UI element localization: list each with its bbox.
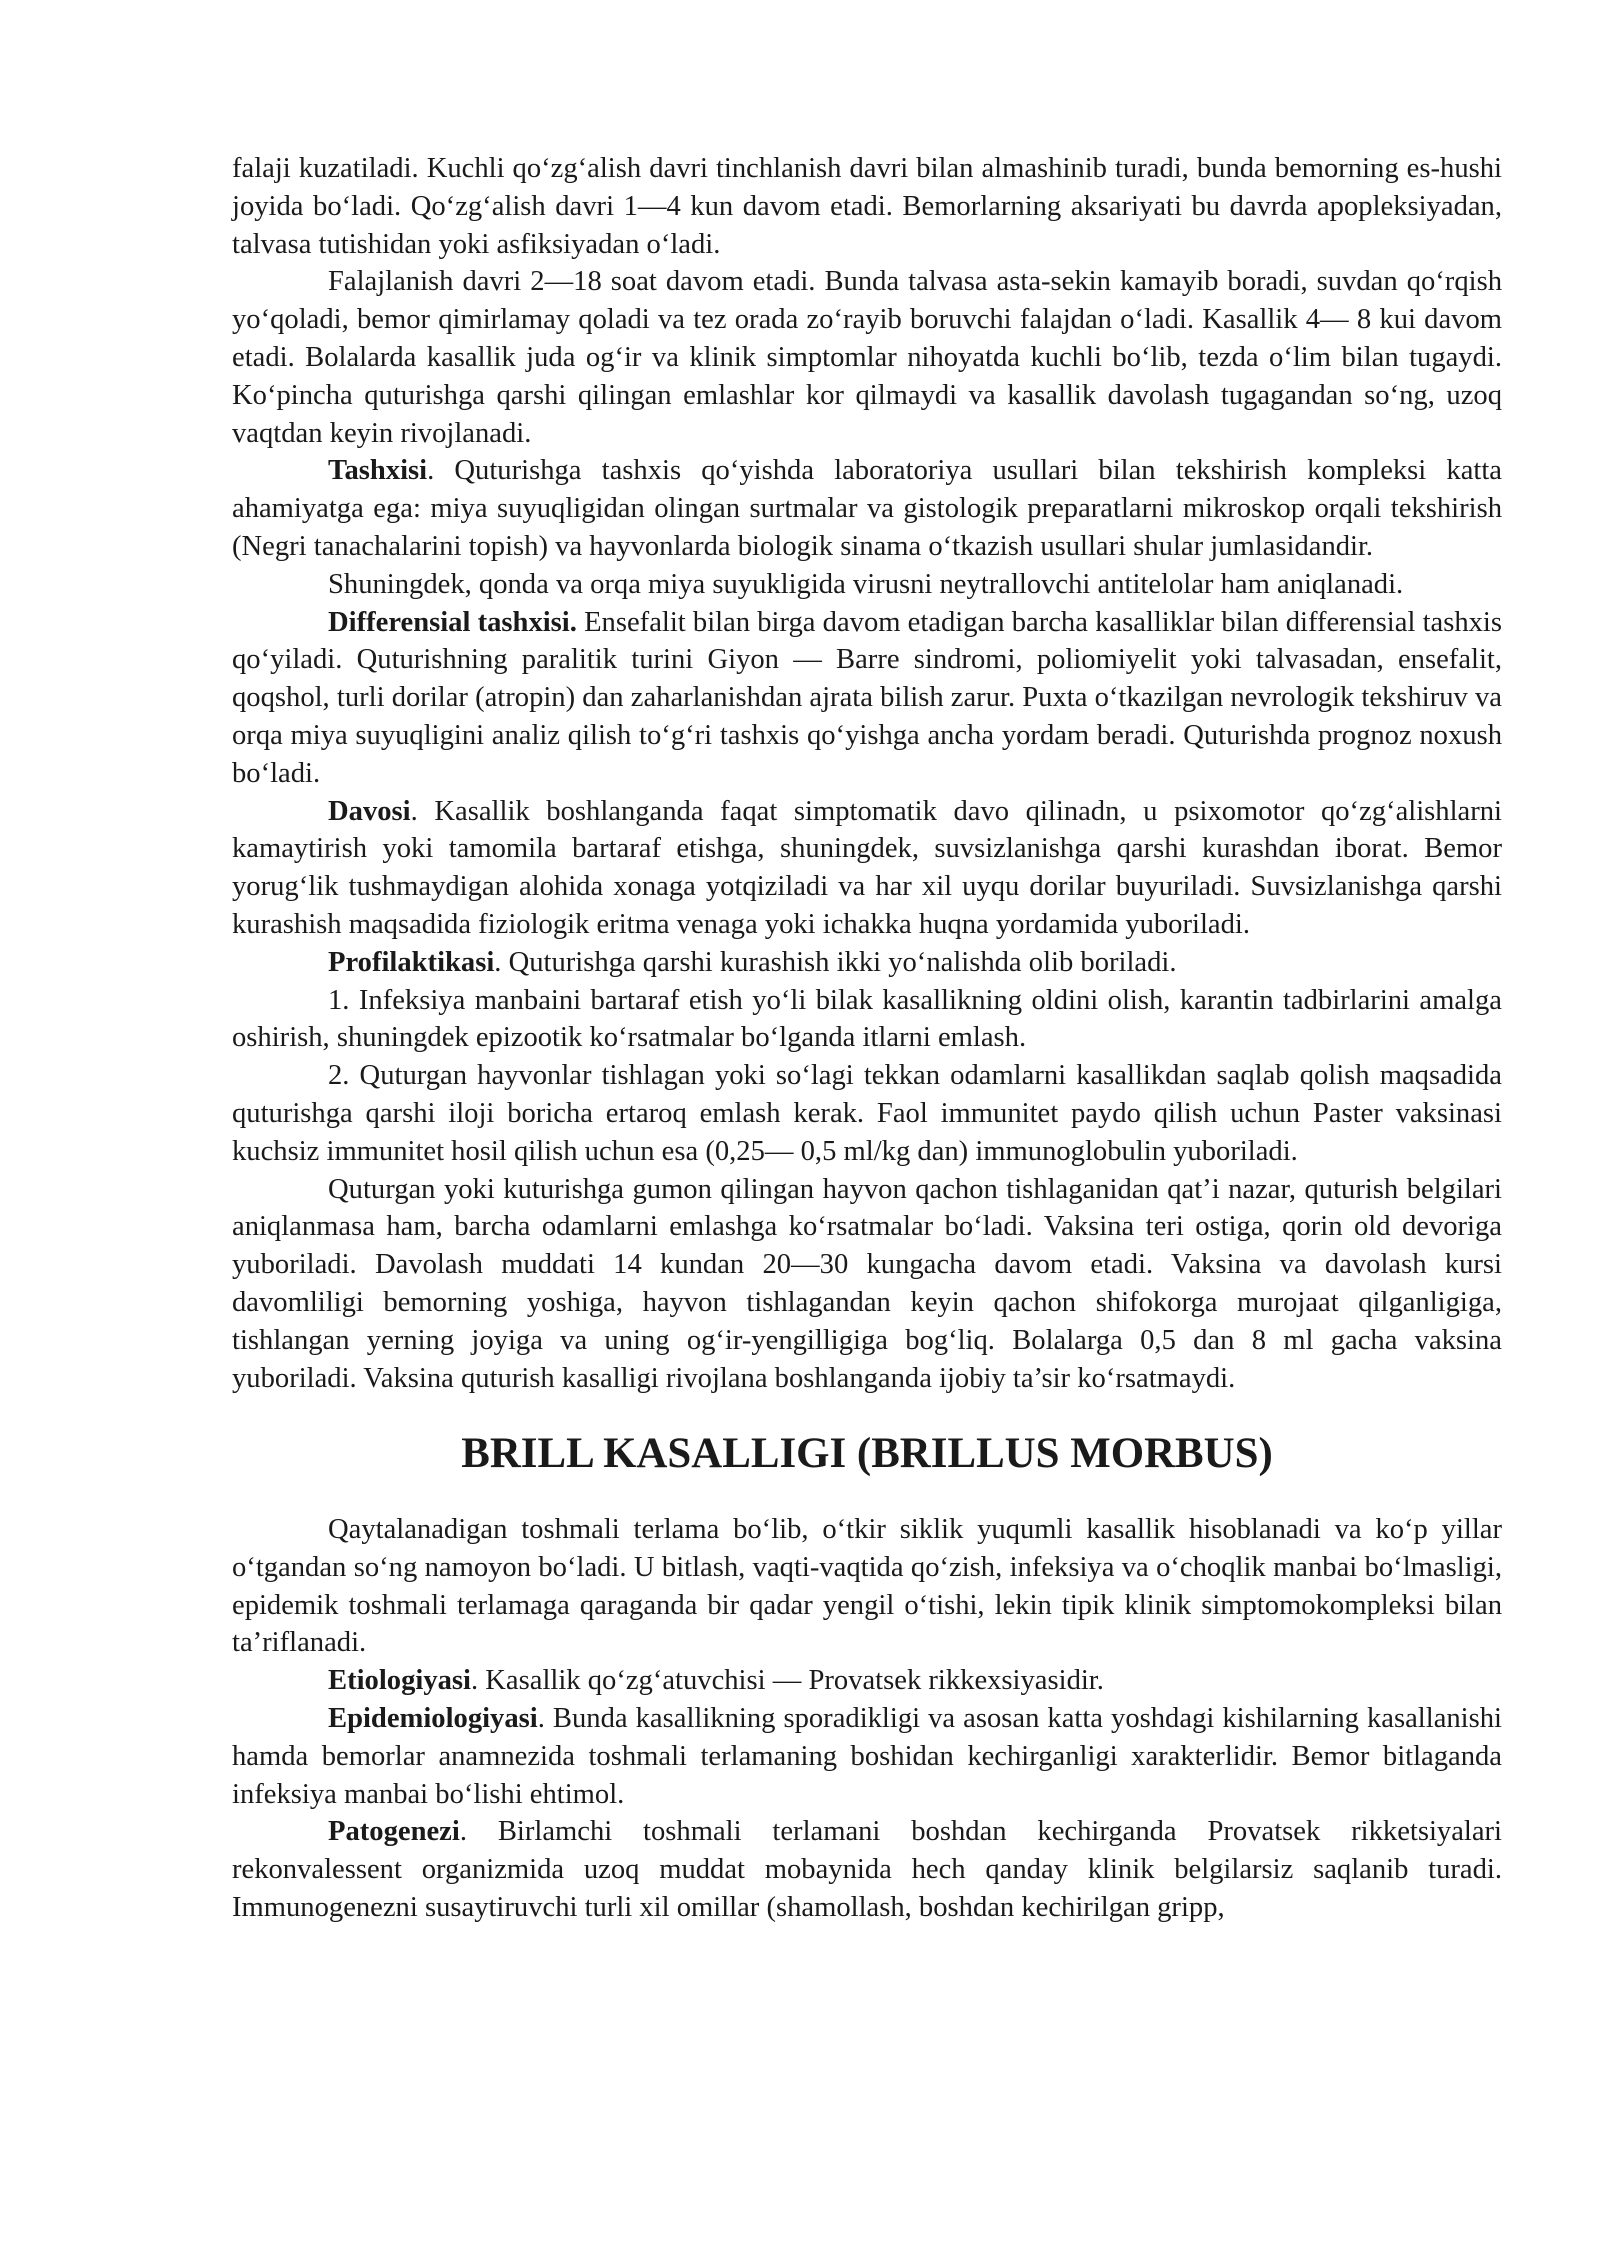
paragraph-differensial-tashxisi bbox=[232, 604, 1502, 793]
paragraph bbox=[232, 566, 1502, 604]
paragraph-lead: Epidemiologiyasi bbox=[328, 1703, 538, 1735]
paragraph-lead: Tashxisi bbox=[328, 455, 428, 487]
paragraph-text: . Quturishga qarshi kurashish ikki yo‘nalishda olib boriladi. bbox=[494, 946, 1177, 978]
paragraph-text: Falajlanish davri 2—18 soat davom etadi. Bunda talvasa asta-sekin kamayib boradi, suvdan qo‘rqish yo‘qoladi, bemor qimirlamay qoladi va tez orada zo‘rayib boruvchi falajdan o‘ladi. Kasallik 4— 8 kui davom etadi. Bolalarda kasallik juda og‘ir va klinik simptomlar nihoyatda kuchli bo‘lib, tezda o‘lim bilan tugaydi. Ko‘pincha quturishga qarshi qilingan emlashlar kor qilmaydi va kasallik davolash tugagandan so‘ng, uzoq vaqtdan keyin rivojlanadi. bbox=[232, 266, 1502, 449]
paragraph-text: Ensefalit bilan birga davom etadigan barcha kasalliklar bilan differensial tashxis qo‘yiladi. Quturishning paralitik turini Giyon — Barre sindromi, poliomiyelit yoki talvasadan, ensefalit, qoqshol, turli dorilar (atropin) dan zaharlanishdan ajrata bilish zarur. Puxta o‘tkazilgan nevrologik tekshiruv va orqa miya suyuqligini analiz qilish to‘g‘ri tashxis qo‘yishga ancha yordam beradi. Quturishda prognoz noxush bo‘ladi. bbox=[232, 606, 1502, 789]
paragraphs-top bbox=[232, 150, 1502, 1397]
section-heading: BRILL KASALLIGI (BRILLUS MORBUS) bbox=[461, 1430, 1273, 1478]
paragraph-text: Qaytalanadigan toshmali terlama bo‘lib, o‘tkir siklik yuqumli kasallik hisoblanadi va ko‘p yillar o‘tgandan so‘ng namoyon bo‘ladi. U bitlash, vaqti-vaqtida qo‘zish, infeksiya va o‘choqlik manbai bo‘lmasligi, epidemik toshmali terlamaga qaraganda bir qadar yengil o‘tishi, lekin tipik klinik simptomokompleksi bilan ta’riflanadi. bbox=[232, 1514, 1502, 1659]
document-page bbox=[232, 150, 1502, 1927]
paragraph-davosi bbox=[232, 793, 1502, 944]
paragraph-etiologiyasi bbox=[232, 1662, 1502, 1700]
paragraph-text: 1. Infeksiya manbaini bartaraf etish yo‘li bilak kasallikning oldini olish, karantin tadbirlarini amalga oshirish, shuningdek epizootik ko‘rsatmalar bo‘lganda itlarni emlash. bbox=[232, 984, 1502, 1054]
paragraph-text: 2. Quturgan hayvonlar tishlagan yoki so‘lagi tekkan odamlarni kasallikdan saqlab qolish maqsadida quturishga qarshi iloji boricha ertaroq emlash kerak. Faol immunitet paydo qilish uchun Paster vaksinasi kuchsiz immunitet hosil qilish uchun esa (0,25— 0,5 ml/kg dan) immunoglobulin yuboriladi. bbox=[232, 1060, 1502, 1167]
paragraph-text: . Kasallik qo‘zg‘atuvchisi — Provatsek rikkexsiyasidir. bbox=[470, 1665, 1104, 1697]
paragraph-text: falaji kuzatiladi. Kuchli qo‘zg‘alish davri tinchlanish davri bilan almashinib turadi, bunda bemorning es-hushi joyida bo‘ladi. Qo‘zg‘alish davri 1—4 kun davom etadi. Bemorlarning aksariyati bu davrda apopleksiyadan, talvasa tutishidan yoki asfiksiyadan o‘ladi. bbox=[232, 153, 1502, 260]
paragraph bbox=[232, 1171, 1502, 1398]
paragraph bbox=[232, 263, 1502, 452]
paragraph-lead: Patogenezi bbox=[328, 1816, 460, 1848]
paragraph bbox=[232, 150, 1502, 263]
paragraph bbox=[232, 1511, 1502, 1662]
paragraph-text: . Birlamchi toshmali terlamani boshdan kechirganda Provatsek rikketsiyalari rekonvalessent organizmida uzoq muddat mobaynida hech qanday klinik belgilarsiz saqlanib turadi. Immunogenezni susaytiruvchi turli xil omillar (shamollash, boshdan kechirilgan gripp, bbox=[232, 1816, 1502, 1924]
paragraph-text: . Quturishga tashxis qo‘yishda laboratoriya usullari bilan tekshirish kompleksi katta ahamiyatga ega: miya suyuqligidan olingan surtmalar va gistologik preparatlarni mikroskop orqali tekshirish (Negri tanachalarini topish) va hayvonlarda biologik sinama o‘tkazish usullari shular jumlasidandir. bbox=[232, 455, 1502, 562]
paragraph-text: . Kasallik boshlanganda faqat simptomatik davo qilinadn, u psixomotor qo‘zg‘alishlarni kamaytirish yoki tamomila bartaraf etishga, shuningdek, suvsizlanishga qarshi kurashdan iborat. Bemor yorug‘lik tushmaydigan alohida xonaga yotqiziladi va har xil uyqu dorilar buyuriladi. Suvsizlanishga qarshi kurashish maqsadida fiziologik eritma venaga yoki ichakka huqna yordamida yuboriladi. bbox=[232, 795, 1502, 940]
paragraph-patogenezi bbox=[232, 1813, 1502, 1926]
paragraph-lead: Davosi bbox=[328, 795, 411, 827]
paragraph-text: . Bunda kasallikning sporadikligi va asosan katta yoshdagi kishilarning kasallanishi hamda bemorlar anamnezida toshmali terlamaning boshidan kechirganligi xarakterlidir. Bemor bitlaganda infeksiya manbai bo‘lishi ehtimol. bbox=[232, 1703, 1502, 1810]
paragraph-lead: Differensial tashxisi. bbox=[328, 606, 577, 638]
paragraph-lead: Etiologiyasi bbox=[328, 1665, 471, 1697]
paragraph-text: Quturgan yoki kuturishga gumon qilingan hayvon qachon tishlaganidan qat’i nazar, quturish belgilari aniqlanmasa ham, barcha odamlarni emlashga ko‘rsatmalar bo‘ladi. Vaksina teri ostiga, qorin old devoriga yuboriladi. Davolash muddati 14 kundan 20—30 kungacha davom etadi. Vaksina va davolash kursi davomliligi bemorning yoshiga, hayvon tishlagandan keyin qachon shifokorga murojaat qilganligiga, tishlangan yerning joyiga va uning og‘ir-yengilligiga bog‘liq. Bolalarga 0,5 dan 8 ml gacha vaksina yuboriladi. Vaksina quturish kasalligi rivojlana boshlanganda ijobiy ta’sir ko‘rsatmaydi. bbox=[232, 1173, 1502, 1394]
paragraph-tashxisi bbox=[232, 452, 1502, 565]
paragraph-profilaktikasi bbox=[232, 944, 1502, 982]
paragraph-epidemiologiyasi bbox=[232, 1700, 1502, 1813]
paragraph-text: Shuningdek, qonda va orqa miya suyukligida virusni neytrallovchi antitelolar ham aniqlanadi. bbox=[328, 568, 1404, 600]
paragraph-lead: Profilaktikasi bbox=[328, 946, 495, 978]
paragraph-list-item bbox=[232, 1057, 1502, 1170]
paragraph-list-item bbox=[232, 982, 1502, 1058]
paragraphs-bottom bbox=[232, 1511, 1502, 1927]
